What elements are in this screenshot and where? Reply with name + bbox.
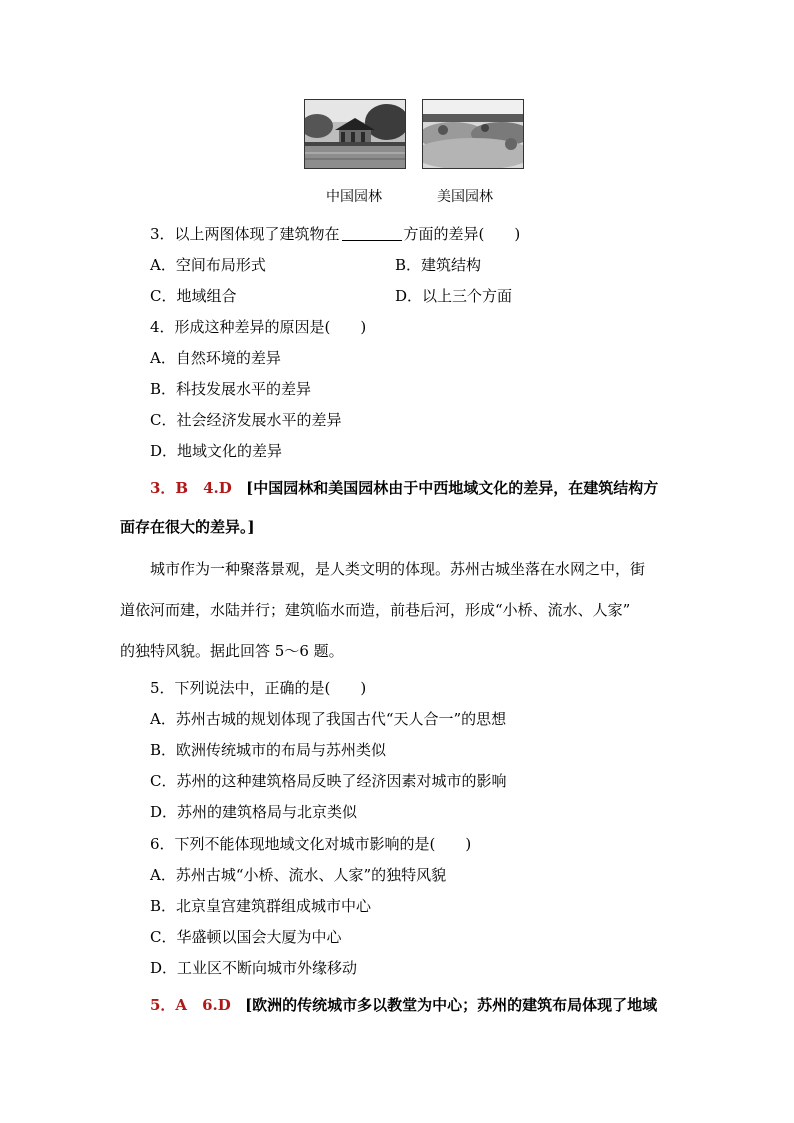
question-4-option-a: A．自然环境的差异 — [150, 349, 281, 367]
question-4-option-d: D．地域文化的差异 — [150, 442, 283, 460]
caption-american-garden: 美国园林 — [437, 189, 493, 205]
question-5-option-a: A．苏州古城的规划体现了我国古代“天人合一”的思想 — [150, 710, 507, 728]
question-3-option-d: D．以上三个方面 — [395, 287, 513, 305]
passage-line-1: 城市作为一种聚落景观，是人类文明的体现。苏州古城坐落在水网之中，街 — [150, 560, 646, 578]
american-garden-photo — [422, 99, 524, 169]
question-3-option-c: C．地域组合 — [150, 287, 237, 305]
question-3-option-b: B．建筑结构 — [395, 256, 482, 274]
question-4-option-b: B．科技发展水平的差异 — [150, 380, 312, 398]
answer-3-4-continued: 面存在很大的差异。] — [120, 518, 255, 536]
caption-chinese-garden: 中国园林 — [326, 189, 382, 205]
question-6-option-b: B．北京皇宫建筑群组成城市中心 — [150, 897, 372, 915]
answer-explanation: [中国园林和美国园林由于中西地域文化的差异，在建筑结构方 — [246, 479, 659, 497]
question-6-option-d: D．工业区不断向城市外缘移动 — [150, 959, 358, 977]
chinese-garden-photo — [304, 99, 406, 169]
answer-blank — [342, 226, 402, 241]
question-6-stem: 6．下列不能体现地域文化对城市影响的是( ) — [150, 835, 472, 853]
question-6-option-a: A．苏州古城“小桥、流水、人家”的独特风貌 — [150, 866, 447, 884]
answer-5-6 — [150, 994, 657, 1015]
answer-key: 3．B 4.D — [150, 479, 232, 497]
answer-key: 5．A 6.D — [150, 996, 231, 1014]
question-5-option-d: D．苏州的建筑格局与北京类似 — [150, 803, 358, 821]
question-5-option-b: B．欧洲传统城市的布局与苏州类似 — [150, 741, 387, 759]
passage-line-2: 道依河而建，水陆并行；建筑临水而造，前巷后河，形成“小桥、流水、人家” — [120, 601, 631, 619]
question-4-stem: 4．形成这种差异的原因是( ) — [150, 318, 367, 336]
question-5-option-c: C．苏州的这种建筑格局反映了经济因素对城市的影响 — [150, 772, 507, 790]
question-5-stem: 5．下列说法中，正确的是( ) — [150, 679, 367, 697]
question-3-option-a: A．空间布局形式 — [150, 256, 266, 274]
question-4-option-c: C．社会经济发展水平的差异 — [150, 411, 342, 429]
answer-explanation: [欧洲的传统城市多以教堂为中心；苏州的建筑布局体现了地域 — [245, 996, 658, 1014]
passage-line-3: 的独特风貌。据此回答 5～6 题。 — [120, 642, 344, 660]
question-3-stem: 3．以上两图体现了建筑物在 方面的差异( ) — [150, 225, 521, 243]
question-6-option-c: C．华盛顿以国会大厦为中心 — [150, 928, 342, 946]
answer-3-4 — [150, 477, 658, 498]
